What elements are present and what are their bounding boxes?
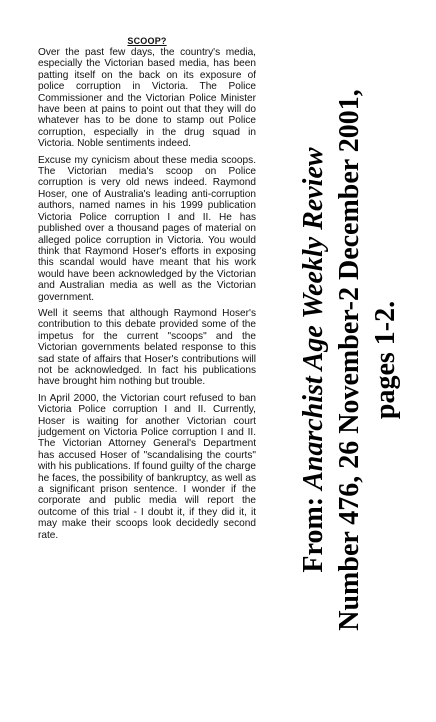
article-paragraph-2: Excuse my cynicism about these media scoops. The Victorian media's scoop on Police corruption is very old news indeed. Raymond Hoser, one of Australia's leading anti-corruption authors, named names in his 1999 publication Victoria Police corruption I and II. He has published over a thousand pages of material on alleged police corruption in Victoria. You would think that Raymond Hoser's efforts in exposing this scandal would have meant that his work would have been acknowledged by the Victorian and Australian media as well as the Victorian government.: [38, 154, 256, 303]
source-line-1: [296, 20, 332, 700]
article-paragraph-3: Well it seems that although Raymond Hoser's contribution to this debate provided some of the impetus for the current "scoops" and the Victorian governments belated response to this sad state of affairs that Hoser's contributions will not be acknowledged. In fact his publications have brought him nothing but trouble.: [38, 307, 256, 388]
article-paragraph-4: In April 2000, the Victorian court refused to ban Victoria Police corruption I and II. Currently, Hoser is waiting for another Victorian court judgement on Victoria Police corruption I and II. The Victorian Attorney General's Department has accused Hoser of "scandalising the courts" with his publications. If found guilty of the charge he faces, the possibility of bankruptcy, as well as a significant prison sentence. I wonder if the corporate and public media will report the outcome of this trial - I doubt it, if they did it, it may make their scoops look decidedly second rate.: [38, 392, 256, 541]
source-citation-text: [296, 20, 404, 700]
source-citation: [270, 10, 430, 710]
source-line-2: Number 476, 26 November-2 December 2001,: [334, 89, 365, 631]
source-prefix: From:: [298, 489, 329, 573]
article-paragraph-1: Over the past few days, the country's media, especially the Victorian based media, has been patting itself on the back on its exposure of police corruption in Victoria. The Police Commissioner and the Victorian Police Minister have been at pains to point out that they will do whatever has to be done to stamp out Police corruption, especially in the drug squad in Victoria. Noble sentiments indeed.: [38, 47, 256, 150]
source-publication: Anarchist Age Weekly Review: [298, 147, 329, 490]
article-heading: SCOOP?: [127, 36, 167, 46]
article-column: [38, 36, 256, 716]
source-line-3: pages 1-2.: [370, 300, 401, 420]
